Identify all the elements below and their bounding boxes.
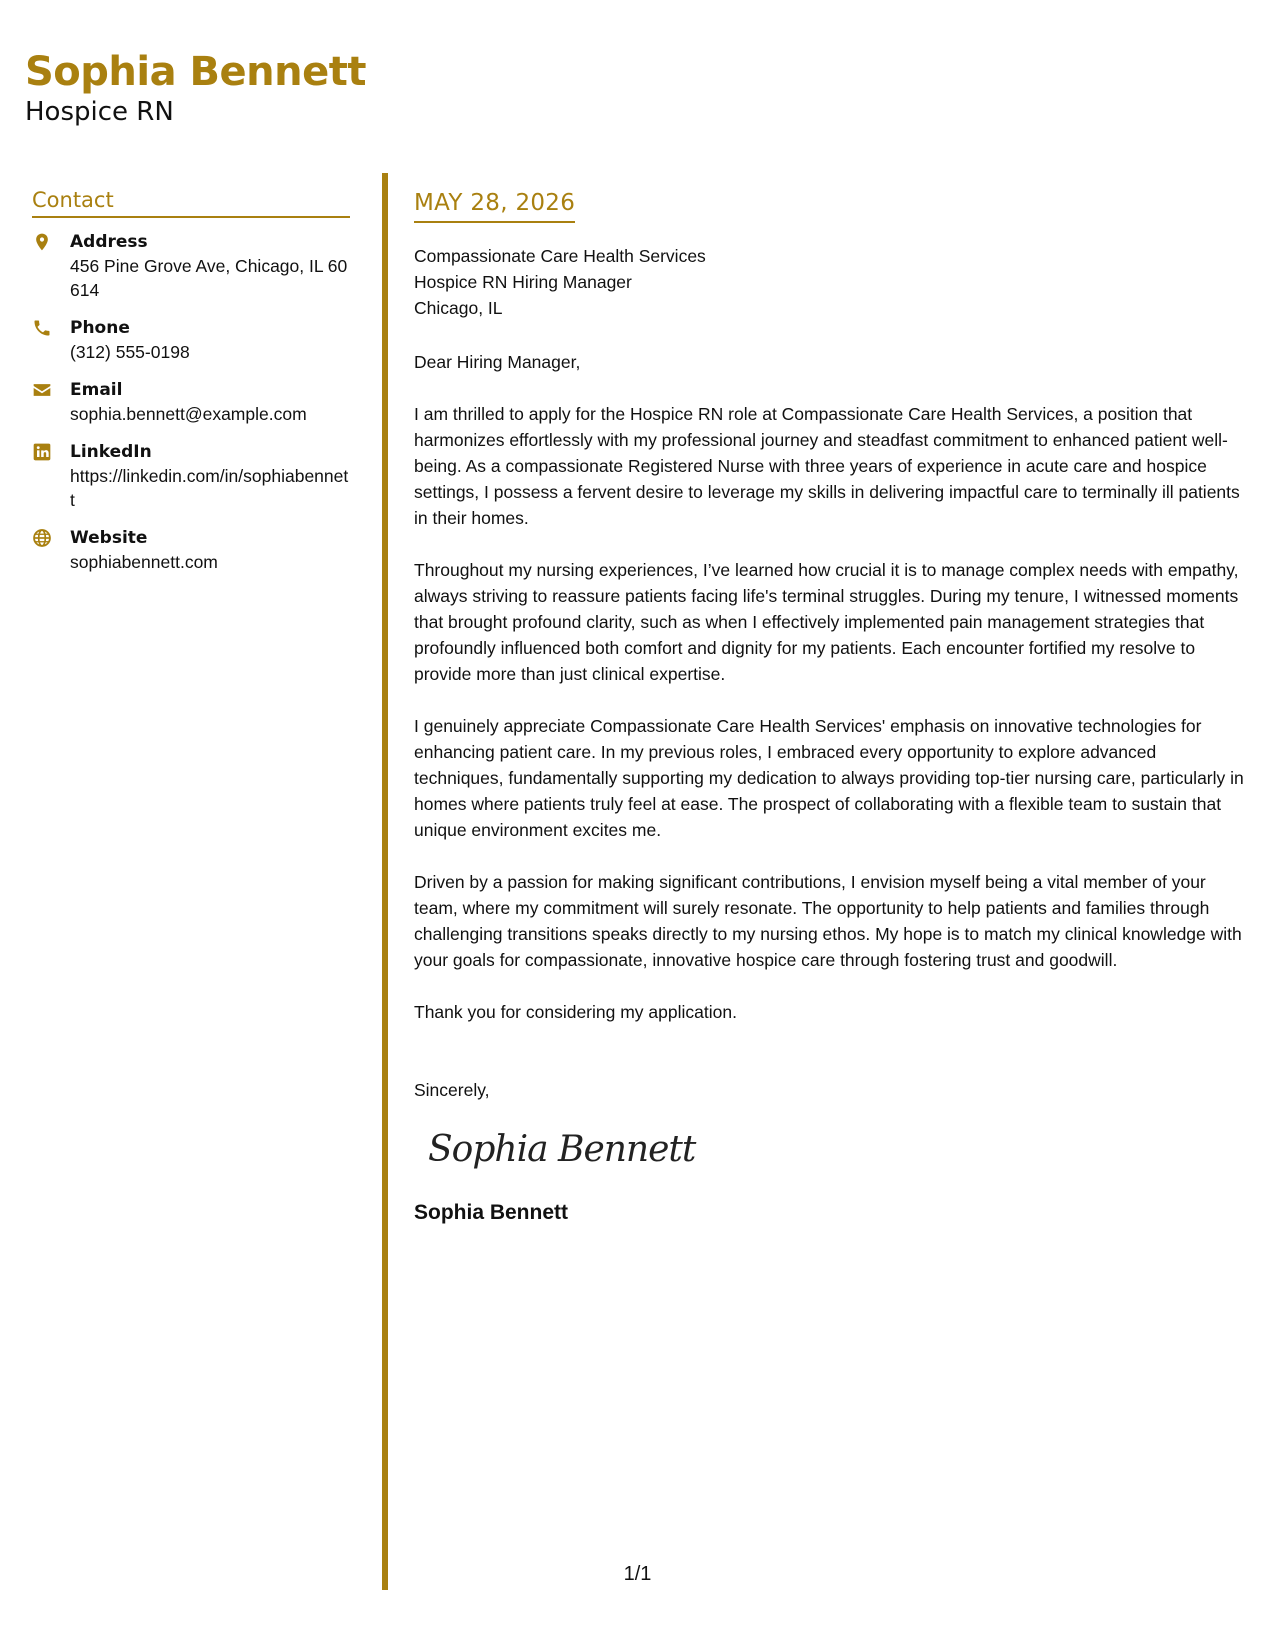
recipient-line: Hospice RN Hiring Manager	[414, 272, 632, 292]
signoff: Sincerely,	[414, 1080, 490, 1100]
linkedin-value[interactable]: https://linkedin.com/in/sophiabennett	[70, 466, 349, 510]
contact-phone	[32, 316, 350, 364]
letter-body	[414, 190, 1244, 1227]
contact-label: Email	[70, 380, 123, 400]
recipient-line: Compassionate Care Health Services	[414, 246, 706, 266]
salutation: Dear Hiring Manager,	[414, 352, 581, 372]
page-header	[25, 48, 366, 128]
contact-email	[32, 378, 350, 426]
contact-address	[32, 230, 350, 302]
map-pin-icon	[32, 230, 70, 252]
contact-label: Address	[70, 232, 148, 252]
recipient-block	[414, 243, 1244, 321]
website-value[interactable]: sophiabennett.com	[70, 552, 218, 572]
contact-website	[32, 526, 350, 574]
body-paragraph: I am thrilled to apply for the Hospice RN role at Compassionate Care Health Services, a position that harmonizes effortlessly with my professional journey and steadfast commitment to enhanced patient well-being. As a compassionate Registered Nurse with three years of experience in acute care and hospice settings, I possess a fervent desire to leverage my skills in delivering impactful care to terminally ill patients in their homes.	[414, 404, 1240, 528]
applicant-name: Sophia Bennett	[25, 49, 366, 95]
email-value[interactable]: sophia.bennett@example.com	[70, 404, 307, 424]
contact-sidebar	[32, 188, 350, 588]
body-paragraph: Throughout my nursing experiences, I’ve learned how crucial it is to manage complex needs with empathy, always striving to reassure patients facing life's terminal struggles. During my tenure, I witnessed moments that brought profound clarity, such as when I effectively implemented pain management strategies that profoundly influenced both comfort and dignity for my patients. Each encounter fortified my resolve to provide more than just clinical expertise.	[414, 560, 1239, 684]
closing-line: Thank you for considering my application.	[414, 1002, 737, 1022]
envelope-icon	[32, 378, 70, 400]
letter-date: MAY 28, 2026	[414, 190, 575, 223]
contact-label: LinkedIn	[70, 442, 152, 462]
address-value: 456 Pine Grove Ave, Chicago, IL 60614	[70, 256, 348, 300]
linkedin-icon	[32, 440, 70, 462]
contact-label: Website	[70, 528, 148, 548]
page-number: 1/1	[623, 1563, 652, 1585]
contact-label: Phone	[70, 318, 130, 338]
globe-icon	[32, 526, 70, 548]
contact-linkedin	[32, 440, 350, 512]
contact-heading: Contact	[32, 188, 350, 218]
handwritten-signature: Sophia Bennett	[428, 1129, 696, 1170]
body-paragraph: Driven by a passion for making significant contributions, I envision myself being a vital member of your team, where my commitment will surely resonate. The opportunity to help patients and families through challenging transitions speaks directly to my nursing ethos. My hope is to match my clinical knowledge with your goals for compassionate, innovative hospice care through fostering trust and goodwill.	[414, 872, 1242, 970]
phone-icon	[32, 316, 70, 338]
body-paragraph: I genuinely appreciate Compassionate Care Health Services' emphasis on innovative technologies for enhancing patient care. In my previous roles, I embraced every opportunity to explore advanced techniques, fundamentally supporting my dedication to always providing top-tier nursing care, particularly in homes where patients truly feel at ease. The prospect of collaborating with a flexible team to sustain that unique environment excites me.	[414, 716, 1244, 840]
recipient-line: Chicago, IL	[414, 298, 503, 318]
phone-value: (312) 555-0198	[70, 342, 190, 362]
signer-name: Sophia Bennett	[414, 1201, 569, 1224]
column-divider	[382, 173, 388, 1590]
applicant-title: Hospice RN	[25, 97, 174, 127]
